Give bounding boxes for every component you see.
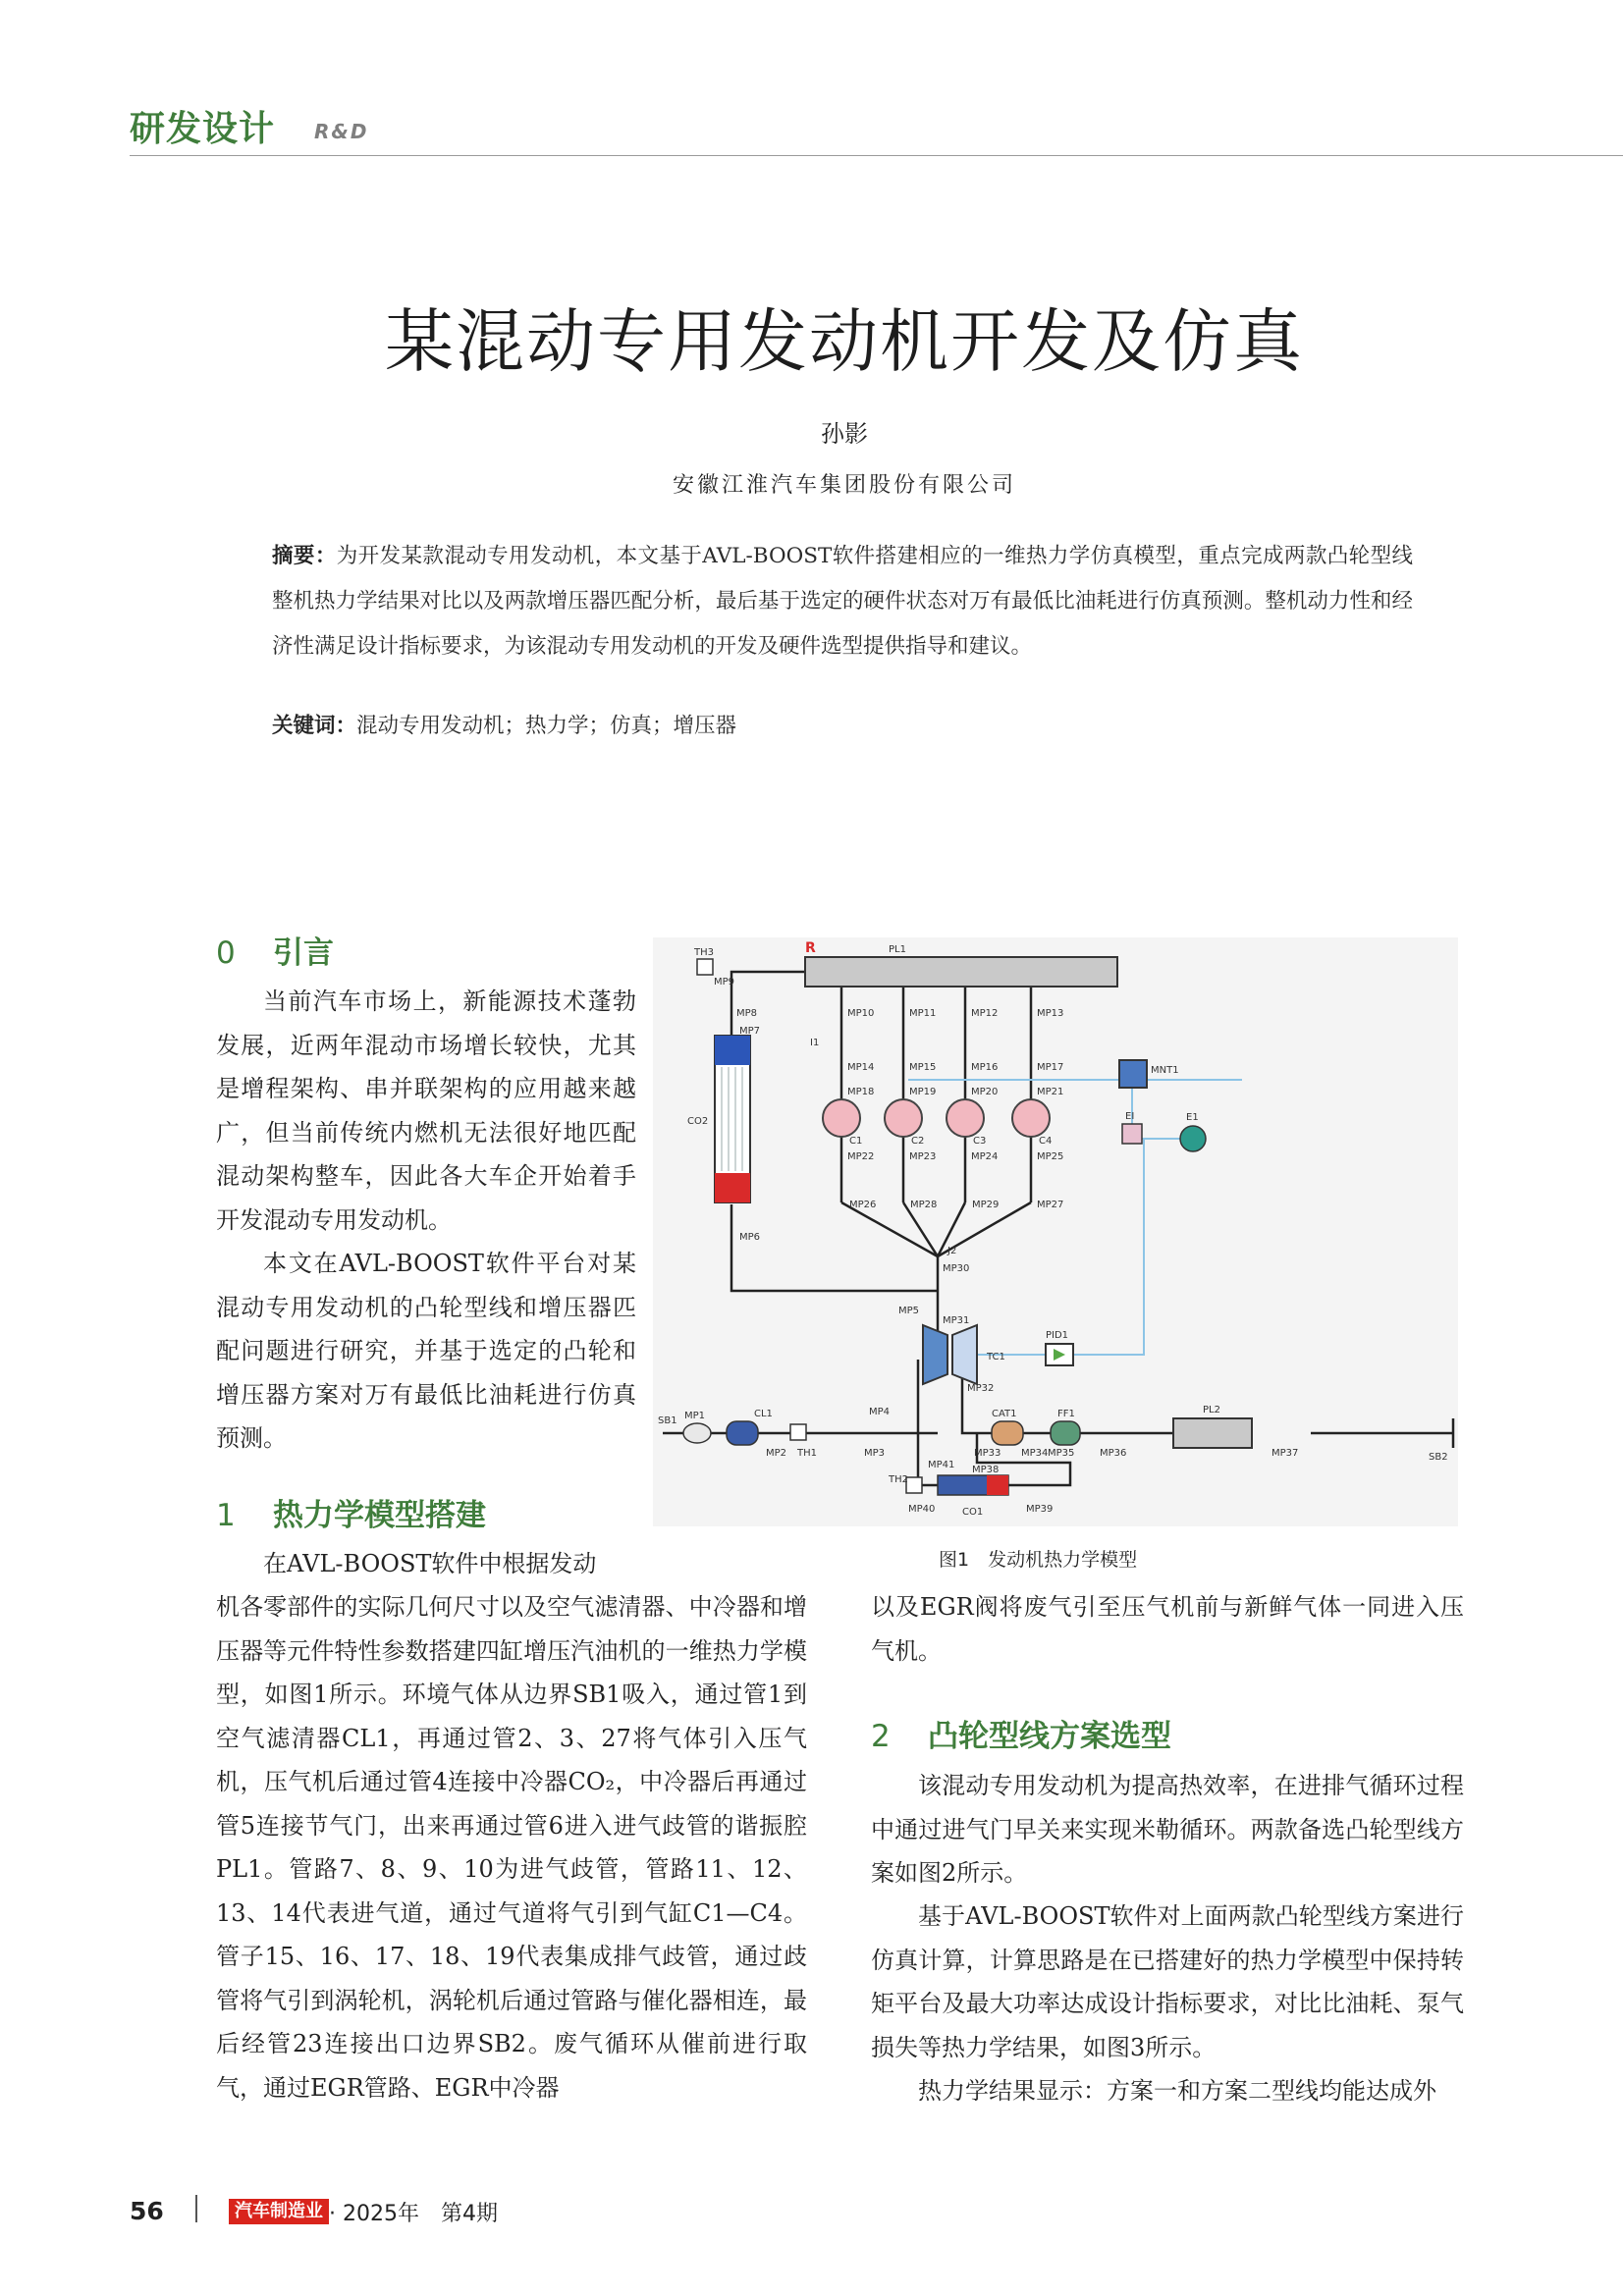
label-mp36: MP36 xyxy=(1100,1448,1127,1459)
label-cl1: CL1 xyxy=(754,1409,773,1419)
journal-logo: 汽车制造业 xyxy=(229,2199,329,2224)
section-0-heading xyxy=(216,928,334,972)
label-mp14: MP14 xyxy=(847,1062,875,1073)
throttle-th1 xyxy=(790,1424,806,1440)
plenum-pl1 xyxy=(805,957,1117,987)
label-mp10: MP10 xyxy=(847,1008,875,1019)
label-mp4: MP4 xyxy=(869,1407,891,1417)
section-0-paragraph-2: 本文在AVL-BOOST软件平台对某混动专用发动机的凸轮型线和增压器匹配问题进行研究，并基于选定的凸轮和增压器方案对万有最低比油耗进行仿真预测。 xyxy=(216,1250,636,1452)
author: 孙影 xyxy=(821,420,868,448)
label-c2: C2 xyxy=(911,1136,925,1147)
label-sb2: SB2 xyxy=(1429,1452,1448,1463)
section-1-title: 热力学模型搭建 xyxy=(273,1498,486,1533)
label-mp22: MP22 xyxy=(847,1151,875,1162)
label-co2: CO2 xyxy=(687,1116,709,1127)
keywords-label: 关键词： xyxy=(272,714,357,738)
label-mp23: MP23 xyxy=(909,1151,937,1162)
monitor-mnt1 xyxy=(1119,1060,1147,1088)
label-j2: J2 xyxy=(947,1246,957,1256)
label-c1: C1 xyxy=(849,1136,863,1147)
label-ff1: FF1 xyxy=(1057,1409,1075,1419)
section-2-paragraph-3: 热力学结果显示：方案一和方案二型线均能达成外 xyxy=(918,2077,1436,2105)
label-mp33: MP33 xyxy=(974,1448,1001,1459)
catalyst-cat1 xyxy=(992,1421,1023,1445)
section-0-number: 0 xyxy=(216,935,236,971)
section-header: 研发设计 xyxy=(130,109,276,149)
plenum-pl2 xyxy=(1173,1418,1252,1448)
label-mp13: MP13 xyxy=(1037,1008,1064,1019)
label-mp17: MP17 xyxy=(1037,1062,1064,1073)
label-mp11: MP11 xyxy=(909,1008,937,1019)
affiliation: 安徽江淮汽车集团股份有限公司 xyxy=(672,473,1016,498)
label-mp40: MP40 xyxy=(908,1504,936,1515)
label-mp12: MP12 xyxy=(971,1008,999,1019)
label-mp28: MP28 xyxy=(910,1200,938,1210)
label-mp32: MP32 xyxy=(967,1383,995,1394)
label-mp39: MP39 xyxy=(1026,1504,1054,1515)
label-mp18: MP18 xyxy=(847,1087,875,1097)
label-pl1: PL1 xyxy=(889,944,906,955)
cylinder-c2 xyxy=(885,1099,922,1137)
label-pl2: PL2 xyxy=(1203,1405,1220,1415)
label-mp41: MP41 xyxy=(928,1460,955,1470)
charge-cooler-bottom xyxy=(715,1173,750,1202)
cylinder-c3 xyxy=(947,1099,984,1137)
label-th2: TH2 xyxy=(889,1474,908,1485)
abstract xyxy=(272,534,1413,669)
label-th1: TH1 xyxy=(797,1448,817,1459)
section-1-paragraph-right: 以及EGR阀将废气引至压气机前与新鲜气体一同进入压气机。 xyxy=(871,1593,1464,1665)
label-i1: I1 xyxy=(810,1038,820,1048)
abstract-text: 为开发某款混动专用发动机，本文基于AVL-BOOST软件搭建相应的一维热力学仿真模型，重点完成两款凸轮型线整机热力学结果对比以及两款增压器匹配分析，最后基于选定的硬件状态对万有最低比油耗进行仿真预测。整机动力性和经济性满足设计指标要求，为该混动专用发动机的开发及硬件选型提供指导和建议。 xyxy=(272,544,1413,659)
label-mp7: MP7 xyxy=(739,1026,761,1037)
throttle-th2 xyxy=(906,1477,922,1493)
label-mp8: MP8 xyxy=(736,1008,758,1019)
sb1-boundary-icon xyxy=(683,1423,711,1443)
throttle-th3 xyxy=(697,959,713,975)
article-title: 某混动专用发动机开发及仿真 xyxy=(385,301,1304,382)
label-mp26: MP26 xyxy=(849,1200,877,1210)
abstract-label: 摘要： xyxy=(272,544,337,568)
label-mp30: MP30 xyxy=(943,1263,970,1274)
label-mp1: MP1 xyxy=(684,1411,706,1421)
label-mp16: MP16 xyxy=(971,1062,999,1073)
label-mp15: MP15 xyxy=(909,1062,937,1073)
label-mp21: MP21 xyxy=(1037,1087,1064,1097)
compressor xyxy=(923,1325,947,1384)
issue-info: · 2025年 第4期 xyxy=(329,2202,498,2226)
charge-cooler-top xyxy=(715,1036,750,1065)
label-r: R xyxy=(805,940,816,956)
label-th3: TH3 xyxy=(694,947,714,958)
label-co1: CO1 xyxy=(962,1507,984,1518)
label-mp37: MP37 xyxy=(1271,1448,1299,1459)
air-filter-cl1 xyxy=(727,1421,758,1445)
turbine xyxy=(952,1325,977,1384)
section-0-paragraph-1: 当前汽车市场上，新能源技术蓬勃发展，近两年混动市场增长较快，尤其是增程架构、串并联架构的应用越来越广，但当前传统内燃机无法很好地匹配混动架构整车，因此各大车企开始着手开发混动专用发动机。 xyxy=(216,988,636,1234)
section-2-paragraph-2: 基于AVL-BOOST软件对上面两款凸轮型线方案进行仿真计算，计算思路是在已搭建好的热力学模型中保持转矩平台及最大功率达成设计指标要求，对比比油耗、泵气损失等热力学结果，如图3所示。 xyxy=(871,1902,1464,2061)
label-mp25: MP25 xyxy=(1037,1151,1064,1162)
egr-cooler-hot-end xyxy=(987,1475,1008,1495)
cylinder-c1 xyxy=(823,1099,860,1137)
label-sb1: SB1 xyxy=(658,1415,677,1426)
label-e1: E1 xyxy=(1186,1112,1199,1123)
section-0-title: 引言 xyxy=(273,935,334,971)
label-mp20: MP20 xyxy=(971,1087,999,1097)
label-mp3: MP3 xyxy=(864,1448,886,1459)
section-1-heading xyxy=(216,1490,486,1534)
section-2-number: 2 xyxy=(871,1719,891,1754)
label-mp29: MP29 xyxy=(972,1200,1000,1210)
cylinder-c4 xyxy=(1012,1099,1050,1137)
section-2-heading xyxy=(871,1711,1171,1755)
section-header-en: R&D xyxy=(314,120,369,143)
filter-ff1 xyxy=(1051,1421,1080,1445)
label-mp19: MP19 xyxy=(909,1087,937,1097)
label-mp38: MP38 xyxy=(972,1465,1000,1475)
label-mp35: MP35 xyxy=(1048,1448,1075,1459)
section-2-title: 凸轮型线方案选型 xyxy=(928,1719,1171,1754)
section-1-number: 1 xyxy=(216,1498,236,1533)
label-tc1: TC1 xyxy=(987,1352,1005,1362)
label-mp31: MP31 xyxy=(943,1315,970,1326)
label-cat1: CAT1 xyxy=(992,1409,1017,1419)
page-number: 56 xyxy=(130,2197,164,2225)
section-1-paragraph-1-cont: 机各零部件的实际几何尺寸以及空气滤清器、中冷器和增压器等元件特性参数搭建四缸增压汽油机的一维热力学模型，如图1所示。环境气体从边界SB1吸入，通过管1到空气滤清器CL1，再通过管2、3、27将气体引入压气机，压气机后通过管4连接中冷器CO₂，中冷器后再通过管5连接节气门，出来再通过管6进入进气歧管的谐振腔PL1。管路7、8、9、10为进气歧管，管路11、12、13、14代表进气道，通过气道将气引到气缸C1—C4。管子15、16、17、18、19代表集成排气歧管，通过歧管将气引到涡轮机，涡轮机后通过管路与催化器相连，最后经管23连接出口边界SB2。废气循环从催前进行取气，通过EGR管路、EGR中冷器 xyxy=(216,1593,807,2102)
label-mnt1: MNT1 xyxy=(1151,1065,1179,1076)
label-mp6: MP6 xyxy=(739,1232,761,1243)
section-2-paragraph-1: 该混动专用发动机为提高热效率，在进排气循环过程中通过进气门早关来实现米勒循环。两款备选凸轮型线方案如图2所示。 xyxy=(871,1772,1464,1887)
label-mp5: MP5 xyxy=(898,1306,920,1316)
figure-1-caption: 图1 发动机热力学模型 xyxy=(939,1549,1138,1571)
header-rule xyxy=(130,155,1623,156)
label-c3: C3 xyxy=(973,1136,987,1147)
label-mp34: MP34 xyxy=(1021,1448,1049,1459)
label-c4: C4 xyxy=(1039,1136,1053,1147)
keywords xyxy=(272,707,1411,746)
label-mp9: MP9 xyxy=(714,977,735,988)
engine-interface-ei xyxy=(1122,1124,1142,1144)
figure-1-engine-model xyxy=(653,937,1458,1526)
electric-machine-e1 xyxy=(1180,1126,1206,1151)
label-ei: EI xyxy=(1125,1111,1135,1122)
label-pid1: PID1 xyxy=(1046,1330,1069,1341)
label-mp24: MP24 xyxy=(971,1151,999,1162)
label-mp27: MP27 xyxy=(1037,1200,1064,1210)
section-1-paragraph-1-start: 在AVL-BOOST软件中根据发动 xyxy=(263,1550,597,1577)
keywords-text: 混动专用发动机；热力学；仿真；增压器 xyxy=(356,714,737,738)
label-mp2: MP2 xyxy=(766,1448,787,1459)
footer-divider xyxy=(195,2195,197,2222)
